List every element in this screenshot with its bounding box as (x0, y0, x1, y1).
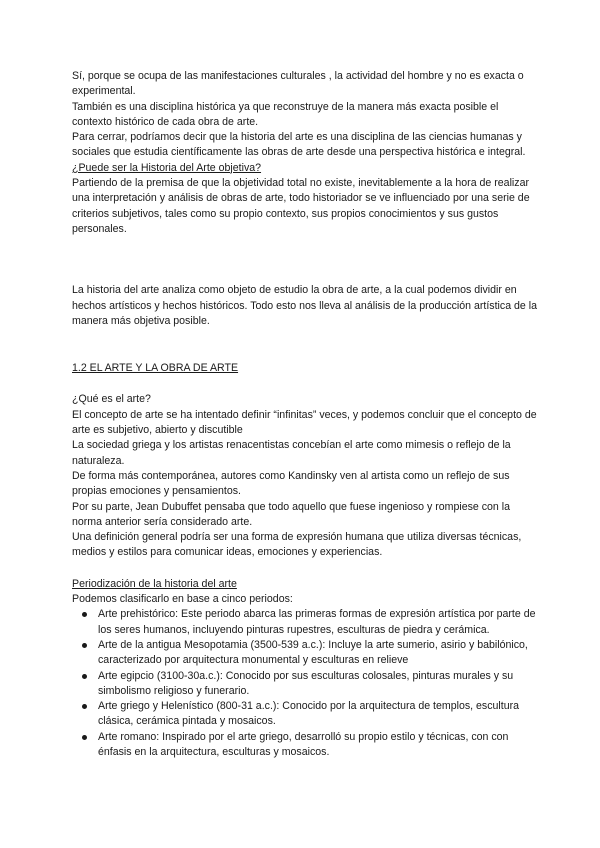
section-paragraph-4: Por su parte, Jean Dubuffet pensaba que todo aquello que fuese ingenioso y rompiese con la norma anterior sería considerado arte. (72, 500, 510, 528)
analysis-paragraph: La historia del arte analiza como objeto de estudio la obra de arte, a la cual podemos dividir en hechos artísticos y hechos históricos. Todo esto nos lleva al análisis de la producción artística de la manera más objetiva posible. (72, 284, 538, 327)
section-paragraph-1: El concepto de arte se ha intentado definir “infinitas” veces, y podemos concluir que el concepto de arte es subjetivo, abierto y discutible (72, 408, 537, 437)
list-item-text: Arte de la antigua Mesopotamia (3500-539 a.c.): Incluye la arte sumerio, asirio y babilónico, caracterizado por arquitectura monumental y esculturas en relieve (98, 638, 528, 667)
bullet-icon (82, 674, 87, 679)
section-heading: 1.2 EL ARTE Y LA OBRA DE ARTE (72, 362, 239, 375)
periods-list (72, 607, 540, 760)
bullet-icon (82, 643, 87, 648)
spacer (72, 329, 540, 361)
spacer (72, 561, 540, 577)
what-is-art-question: ¿Qué es el arte? (72, 393, 151, 406)
intro-paragraph-4: Partiendo de la premisa de que la objetividad total no existe, inevitablemente a la hora de realizar una interpretación y análisis de obras de arte, todo historiador se ve influenciado por una serie de criterios subjetivos, tales como su propio contexto, sus propios conocimientos y sus gustos personales. (72, 177, 530, 235)
list-item (98, 669, 540, 700)
list-item (98, 730, 540, 761)
intro-paragraph-3: Para cerrar, podríamos decir que la historia del arte es una disciplina de las ciencias humanas y sociales que estudia científicamente las obras de arte desde una perspectiva histórica e integral. (72, 131, 526, 159)
spacer (72, 376, 540, 392)
intro-paragraph-1: Sí, porque se ocupa de las manifestaciones culturales , la actividad del hombre y no es exacta o experimental. (72, 70, 524, 98)
spacer (72, 237, 540, 283)
list-item (98, 638, 540, 669)
list-item (98, 699, 540, 730)
list-item-text: Arte romano: Inspirado por el arte griego, desarrolló su propio estilo y técnicas, con con énfasis en la arquitectura, esculturas y mosaicos. (98, 730, 509, 758)
list-item (98, 607, 540, 638)
list-item-text: Arte griego y Helenístico (800-31 a.c.): Conocido por la arquitectura de templos, escultura clásica, cerámica pintada y mosaicos. (98, 700, 520, 728)
list-item-text: Arte egipcio (3100-30a.c.): Conocido por sus esculturas colosales, pinturas murales y su simbolismo religioso y funerario. (98, 669, 514, 697)
intro-paragraph-2: También es una disciplina histórica ya que reconstruye de la manera más exacta posible el contexto histórico de cada obra de arte. (72, 100, 499, 128)
bullet-icon (82, 704, 87, 709)
objectivity-question: ¿Puede ser la Historia del Arte objetiva? (72, 161, 262, 174)
periods-intro: Podemos clasificarlo en base a cinco periodos: (72, 593, 293, 606)
bullet-icon (82, 735, 87, 740)
bullet-icon (82, 612, 87, 617)
section-paragraph-3: De forma más contemporánea, autores como Kandinsky ven al artista como un reflejo de sus propias emociones y pensamientos. (72, 469, 510, 498)
list-item-text: Arte prehistórico: Este periodo abarca las primeras formas de expresión artística por parte de los seres humanos, incluyendo pinturas rupestres, esculturas de piedra y cerámica. (98, 608, 536, 636)
section-paragraph-2: La sociedad griega y los artistas renacentistas concebían el arte como mimesis o reflejo de la naturaleza. (72, 439, 511, 467)
section-paragraph-5: Una definición general podría ser una forma de expresión humana que utiliza diversas técnicas, medios y estilos para comunicar ideas, emociones y experiencias. (72, 531, 522, 559)
periods-heading: Periodización de la historia del arte (72, 577, 237, 590)
